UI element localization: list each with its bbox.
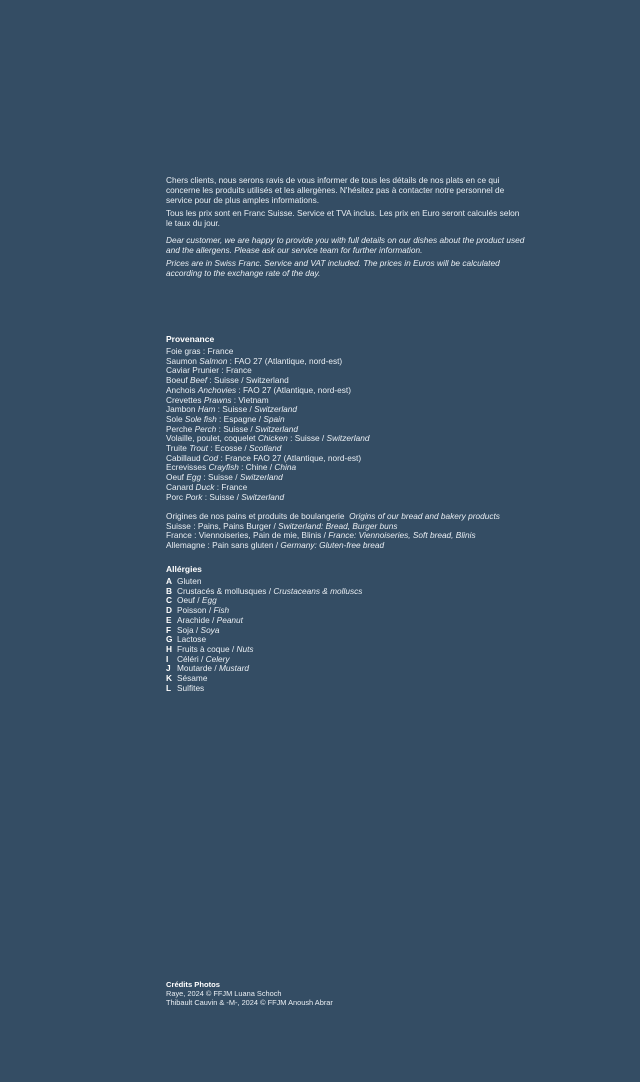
product-origin: Suisse / Switzerland [214, 375, 289, 386]
product-name-fr: Foie gras [166, 346, 201, 356]
product-origin-en: Scotland [249, 443, 282, 454]
provenance-title: Provenance [166, 334, 215, 344]
provenance-item: Sole Sole fish : Espagne / Spain [166, 413, 285, 424]
allergen-letter: K [166, 673, 172, 684]
product-origin: Suisse [209, 491, 235, 502]
product-name-en: Cod [202, 452, 219, 463]
photo-credits [166, 980, 526, 1007]
allergen-name-en: Celery [205, 653, 230, 664]
allergen-name-fr: Crustacés & mollusques [177, 585, 267, 596]
credits-title: Crédits Photos [166, 980, 221, 989]
product-name-fr: Truite [166, 443, 187, 454]
provenance-item: Porc Pork : Suisse / Switzerland [166, 491, 285, 502]
allergen-name-en: Crustaceans & molluscs [273, 585, 363, 596]
allergen-letter: D [166, 605, 172, 616]
product-origin-en: Switzerland [241, 491, 285, 502]
product-name-fr: Perche [166, 423, 193, 434]
product-name-fr: Volaille, poulet, coquelet [166, 433, 256, 444]
product-origin-en: Switzerland [255, 423, 298, 434]
provenance-item: Boeuf Beef : Suisse / Switzerland [166, 375, 289, 386]
product-name-en: Trout [189, 443, 208, 454]
bread-title-fr: Origines de nos pains et produits de boulangerie [166, 511, 345, 521]
allergen-item: H Fruits à coque / Nuts [166, 643, 254, 654]
allergen-item: J Moutarde / Mustard [166, 663, 249, 674]
allergen-name-fr: Fruits à coque [177, 643, 230, 654]
product-name-en: Perch [194, 423, 217, 434]
allergen-item: F Soja / Soya [166, 624, 220, 635]
allergen-name-en: Mustard [218, 663, 249, 674]
allergen-letter: J [166, 663, 171, 674]
product-origin-en: Spain [263, 413, 285, 424]
product-name-fr: Jambon [166, 404, 196, 415]
product-name-en: Crayfish [208, 462, 239, 473]
bread-origin-en: France: Viennoiseries, Soft bread, Blinis [328, 530, 476, 541]
allergen-letter: I [166, 653, 169, 664]
product-origin: Suisse [294, 433, 320, 444]
allergen-item [166, 674, 526, 684]
intro-en-prices: Prices are in Swiss Franc. Service and VAT included. The prices in Euros will be calculated according to the exchange rate of the day. [166, 258, 500, 278]
bread-origins-section [166, 512, 526, 551]
product-name-en: Anchovies [197, 384, 237, 395]
allergen-letter: F [166, 624, 172, 635]
allergies-section [166, 564, 526, 693]
product-origin: Suisse [222, 404, 248, 415]
product-name-en: Sole fish [184, 413, 217, 424]
bread-title-en: Origins of our bread and bakery products [349, 511, 500, 521]
product-name-fr: Saumon [166, 355, 197, 366]
allergen-name-fr: Poisson [177, 605, 207, 616]
product-name-en: Beef [190, 375, 208, 386]
intro-en-info: Dear customer, we are happy to provide you with full details on our dishes about the product used and the allergens. Please ask our service team for further information. [166, 235, 525, 255]
allergies-title: Allérgies [166, 564, 202, 574]
product-name-fr: Cabillaud [166, 452, 201, 463]
product-name-fr: Boeuf [166, 375, 188, 386]
provenance-item: Caviar Prunier : France [166, 365, 252, 376]
provenance-section [166, 334, 526, 502]
product-name-fr: Canard [166, 481, 194, 492]
product-name-en: Chicken [257, 433, 288, 444]
product-origin: FAO 27 (Atlantique, nord-est) [243, 384, 351, 395]
product-origin: Vietnam [238, 394, 269, 405]
product-origin-en: Switzerland [239, 472, 283, 483]
product-origin: Espagne [223, 413, 257, 424]
provenance-item: Volaille, poulet, coquelet Chicken : Suisse / Switzerland [166, 433, 370, 444]
provenance-item: Cabillaud Cod : France FAO 27 (Atlantique, nord-est) [166, 452, 362, 463]
allergen-name-fr: Arachide [177, 614, 210, 625]
allergen-letter: C [166, 595, 172, 606]
allergen-item: D Poisson / Fish [166, 605, 230, 616]
product-origin: Suisse [223, 423, 249, 434]
product-name-fr: Anchois [166, 384, 196, 395]
provenance-item: Oeuf Egg : Suisse / Switzerland [166, 472, 283, 483]
provenance-item: Foie gras : France [166, 346, 234, 356]
bread-origins-list [166, 522, 526, 551]
allergen-name-fr: Soja [177, 624, 194, 635]
product-name-fr: Oeuf [166, 472, 184, 483]
allergen-name-en: Soya [200, 624, 220, 635]
provenance-item: Ecrevisses Crayfish : Chine / China [166, 462, 297, 473]
bread-origin-fr: France : Viennoiseries, Pain de mie, Blinis [166, 530, 322, 541]
product-origin: Suisse [208, 472, 233, 483]
allergen-item [166, 684, 526, 694]
product-name-en: Salmon [199, 355, 228, 366]
allergies-list [166, 577, 526, 693]
product-name-en: Egg [186, 472, 202, 483]
provenance-item: Perche Perch : Suisse / Switzerland [166, 423, 298, 434]
product-name-en: Duck [195, 481, 215, 492]
provenance-item: Crevettes Prawns : Vietnam [166, 394, 269, 405]
bread-origin-item: Suisse : Pains, Pains Burger / Switzerland: Bread, Burger buns [166, 520, 398, 531]
product-name-fr: Caviar Prunier [166, 365, 220, 376]
intro-fr-info: Chers clients, nous serons ravis de vous informer de tous les détails de nos plats en ce qui concerne les produits utilisés et les allergènes. N'hésitez pas à contacter notre personnel de service pour de plus amples informations. [166, 175, 505, 205]
allergen-name-fr: Sésame [177, 673, 208, 684]
product-name-fr: Sole [166, 413, 183, 424]
allergen-name-en: Egg [201, 595, 217, 606]
allergen-letter: A [166, 576, 172, 586]
bread-origin-en: Switzerland: Bread, Burger buns [278, 520, 398, 531]
allergen-item: E Arachide / Peanut [166, 614, 243, 625]
allergen-name-fr: Oeuf [177, 595, 195, 606]
product-origin: France [207, 346, 234, 356]
product-name-en: Ham [197, 404, 216, 415]
provenance-list [166, 347, 526, 502]
product-name-en: Prawns [203, 394, 232, 405]
allergen-name-fr: Céléri [177, 653, 199, 664]
allergen-name-en: Peanut [216, 614, 243, 625]
allergen-item: C Oeuf / Egg [166, 595, 217, 606]
allergen-name-fr: Gluten [177, 576, 202, 586]
product-name-fr: Crevettes [166, 394, 202, 405]
allergen-item: I Céléri / Celery [166, 653, 230, 664]
product-name-fr: Ecrevisses [166, 462, 207, 473]
bread-origin-en: Germany: Gluten-free bread [280, 540, 385, 551]
product-origin-en: Switzerland [326, 433, 370, 444]
allergen-name-fr: Lactose [177, 634, 207, 645]
product-name-fr: Porc [166, 491, 184, 502]
allergen-letter: B [166, 585, 172, 596]
provenance-item: Anchois Anchovies : FAO 27 (Atlantique, nord-est) [166, 384, 351, 395]
allergen-letter: G [166, 634, 173, 645]
intro-text [166, 175, 526, 281]
product-origin: France [221, 481, 248, 492]
bread-origin-item: France : Viennoiseries, Pain de mie, Blinis / France: Viennoiseries, Soft bread, Blinis [166, 530, 476, 541]
provenance-item: Canard Duck : France [166, 481, 248, 492]
allergen-name-en: Nuts [236, 643, 254, 654]
allergen-name-fr: Sulfites [177, 682, 205, 693]
provenance-item: Jambon Ham : Suisse / Switzerland [166, 404, 298, 415]
product-origin: France FAO 27 (Atlantique, nord-est) [225, 452, 362, 463]
provenance-item: Saumon Salmon : FAO 27 (Atlantique, nord-est) [166, 355, 343, 366]
allergen-letter: L [166, 682, 172, 693]
bread-origin-fr: Suisse : Pains, Pains Burger [166, 520, 272, 531]
bread-origin-item: Allemagne : Pain sans gluten / Germany: Gluten-free bread [166, 540, 385, 551]
allergen-name-en: Fish [213, 605, 230, 616]
product-origin: France [225, 365, 252, 376]
allergen-item: B Crustacés & mollusques / Crustaceans & molluscs [166, 585, 363, 596]
intro-fr-prices: Tous les prix sont en Franc Suisse. Service et TVA inclus. Les prix en Euro seront calculés selon le taux du jour. [166, 208, 520, 228]
allergen-letter: H [166, 643, 172, 654]
allergen-letter: E [166, 614, 172, 625]
product-origin: FAO 27 (Atlantique, nord-est) [234, 355, 343, 366]
product-name-en: Pork [185, 491, 203, 502]
allergen-name-fr: Moutarde [177, 663, 213, 674]
product-origin: Ecosse [214, 443, 243, 454]
product-origin-en: Switzerland [254, 404, 298, 415]
credit-line: Raye, 2024 © FFJM Luana Schoch [166, 989, 282, 998]
provenance-item: Truite Trout : Ecosse / Scotland [166, 443, 282, 454]
product-origin-en: China [274, 462, 297, 473]
credit-line: Thibault Cauvin & -M-, 2024 © FFJM Anoush Abrar [166, 998, 333, 1007]
bread-origin-fr: Allemagne : Pain sans gluten [166, 540, 274, 551]
product-origin: Chine [245, 462, 268, 473]
